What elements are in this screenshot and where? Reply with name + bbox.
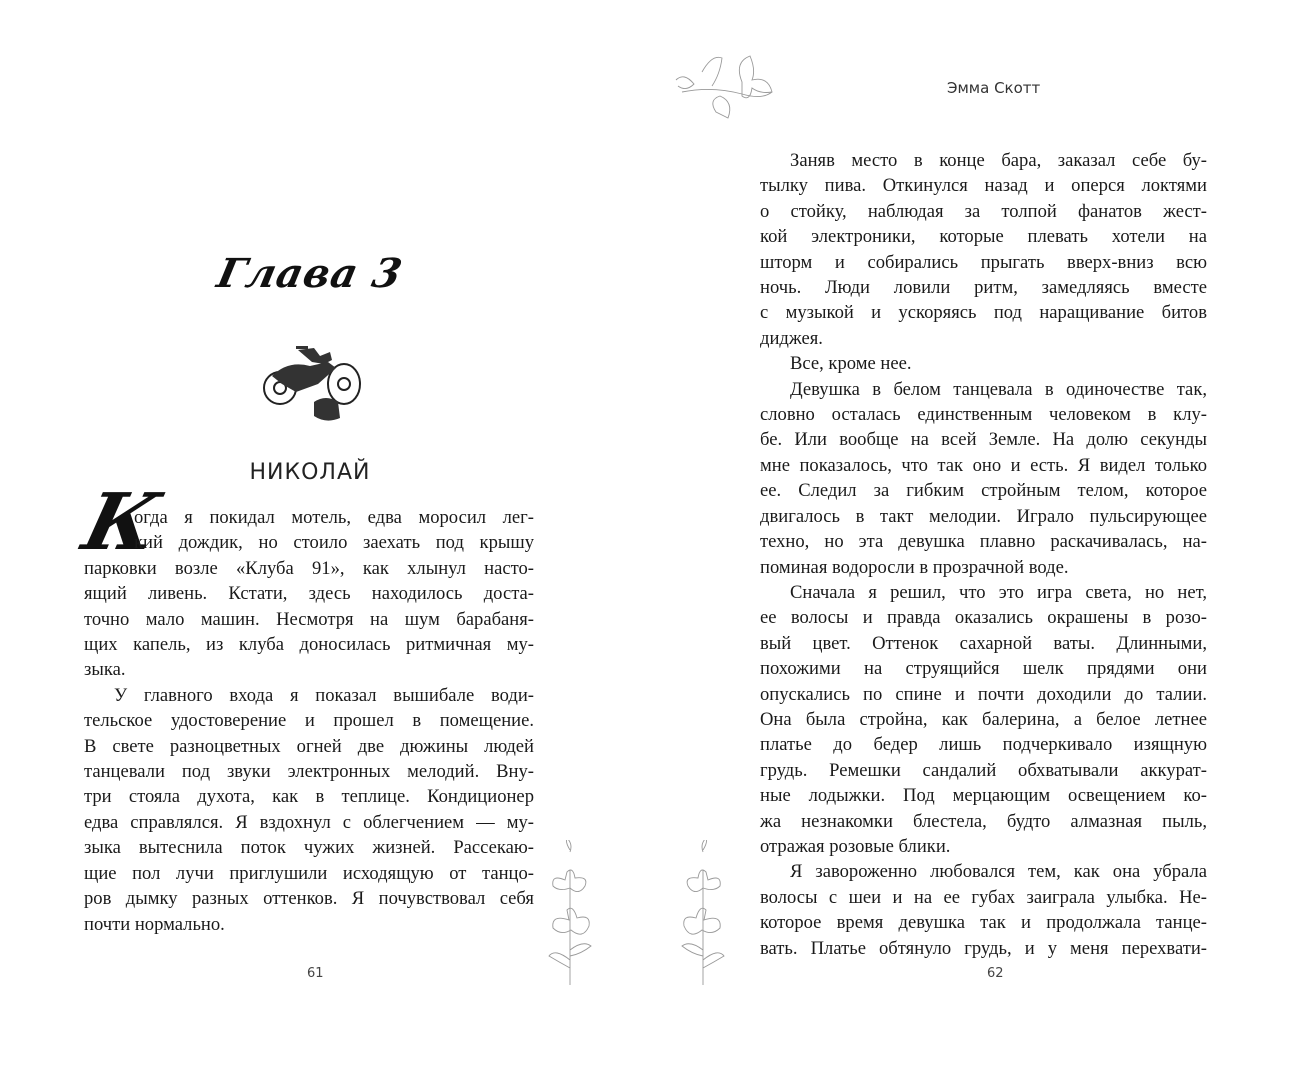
- text-line: щих капель, из клуба доносилась ритмичная му-: [84, 634, 534, 656]
- text-line: о стойку, наблюдая за толпой фанатов жест-: [760, 200, 1207, 222]
- text-line: В свете разноцветных огней две дюжины людей: [84, 735, 534, 757]
- character-name: НИКОЛАЙ: [249, 460, 371, 485]
- text-line: тылку пива. Откинулся назад и оперся локтями: [760, 175, 1207, 197]
- text-line: бе. Или вообще на всей Земле. На долю секунды: [760, 429, 1207, 451]
- text-line: ее волосы и правда оказались окрашены в розо-: [760, 607, 1207, 629]
- text-line: Девушка в белом танцевала в одиночестве так,: [790, 378, 1207, 400]
- text-line: похожими на струящийся шелк прядями они: [760, 658, 1207, 680]
- text-line: едва справлялся. Я вздохнул с облегчением — му-: [84, 811, 534, 833]
- text-line: Я завороженно любовался тем, как она убрала: [790, 861, 1207, 883]
- text-line: шторм и собирались прыгать вверх-вниз всю: [760, 251, 1207, 273]
- text-line: ящий ливень. Кстати, здесь находилось доста-: [84, 583, 534, 605]
- text-line: парковки возле «Клуба 91», как хлынул насто-: [84, 557, 534, 579]
- text-line: жа незнакомки блестела, будто алмазная пыль,: [760, 810, 1207, 832]
- text-line: Она была стройна, как балерина, а белое летнее: [760, 708, 1207, 730]
- text-line: поминая водоросли в прозрачной воде.: [760, 556, 1069, 578]
- text-line: мне показалось, что так оно и есть. Я видел только: [760, 454, 1207, 476]
- text-line: У главного входа я показал вышибале води-: [114, 684, 534, 706]
- right-body-text: [760, 148, 1207, 961]
- text-line: Заняв место в конце бара, заказал себе бу-: [790, 150, 1207, 171]
- text-line: тельское удостоверение и прошел в помещение.: [84, 710, 534, 732]
- text-line: вый цвет. Оттенок сахарной ваты. Длинными,: [760, 632, 1207, 654]
- text-line: с музыкой и ускоряясь под наращивание битов: [760, 302, 1207, 324]
- text-line: двигалось в такт мелодии. Играло пульсирующее: [760, 505, 1207, 527]
- page-number-left: 61: [307, 966, 324, 981]
- text-line: отражая розовые блики.: [760, 835, 951, 857]
- text-line: зыка.: [84, 659, 126, 681]
- text-line: кой электроники, которые плевать хотели на: [760, 226, 1207, 248]
- text-line: три стояла духота, как в теплице. Кондиционер: [84, 786, 534, 808]
- lily-stem-icon: [545, 840, 595, 985]
- text-line: словно осталась единственным человеком в клу-: [760, 404, 1207, 426]
- text-line: ее. Следил за гибким стройным телом, которое: [760, 480, 1207, 502]
- motorcycle-icon: [258, 338, 366, 424]
- chapter-title: Глава 3: [213, 250, 407, 297]
- text-line: ров дымку разных оттенков. Я почувствовал себя: [84, 888, 534, 910]
- text-line: кий дождик, но стоило заехать под крышу: [134, 532, 534, 554]
- text-line: Все, кроме нее.: [790, 353, 912, 375]
- text-line: огда я покидал мотель, едва моросил лег-: [134, 507, 534, 528]
- drop-cap: К: [74, 477, 169, 568]
- lily-branch-icon: [672, 52, 782, 122]
- page-number-right: 62: [987, 966, 1004, 981]
- text-line: ночь. Люди ловили ритм, замедляясь вместе: [760, 277, 1207, 299]
- text-line: техно, но эта девушка плавно раскачивалась, на-: [760, 531, 1207, 553]
- text-line: платье до бедер лишь подчеркивало изящную: [760, 734, 1207, 756]
- text-line: щие пол лучи приглушили исходящую от танцо-: [84, 862, 534, 884]
- text-line: точно мало машин. Несмотря на шум барабаня-: [84, 608, 534, 630]
- text-line: почти нормально.: [84, 913, 225, 935]
- text-line: грудь. Ремешки сандалий обхватывали аккурат-: [760, 759, 1207, 781]
- text-line: Сначала я решил, что это игра света, но нет,: [790, 581, 1207, 603]
- running-head-author: Эмма Скотт: [947, 79, 1041, 97]
- text-line: диджея.: [760, 327, 823, 349]
- text-line: опускались по спине и почти доходили до талии.: [760, 683, 1207, 705]
- text-line: зыка вытеснила поток чужих жизней. Рассекаю-: [84, 837, 534, 859]
- left-body-text: [84, 505, 534, 937]
- text-line: вать. Платье обтянуло грудь, и у меня перехвати-: [760, 937, 1207, 959]
- text-line: танцевали под звуки электронных мелодий. Вну-: [84, 761, 534, 783]
- text-line: которое время девушка так и продолжала танце-: [760, 912, 1207, 934]
- text-line: волосы с шеи и на ее губах заиграла улыбка. Не-: [760, 886, 1207, 908]
- text-line: ные лодыжки. Под мерцающим освещением ко-: [760, 785, 1207, 807]
